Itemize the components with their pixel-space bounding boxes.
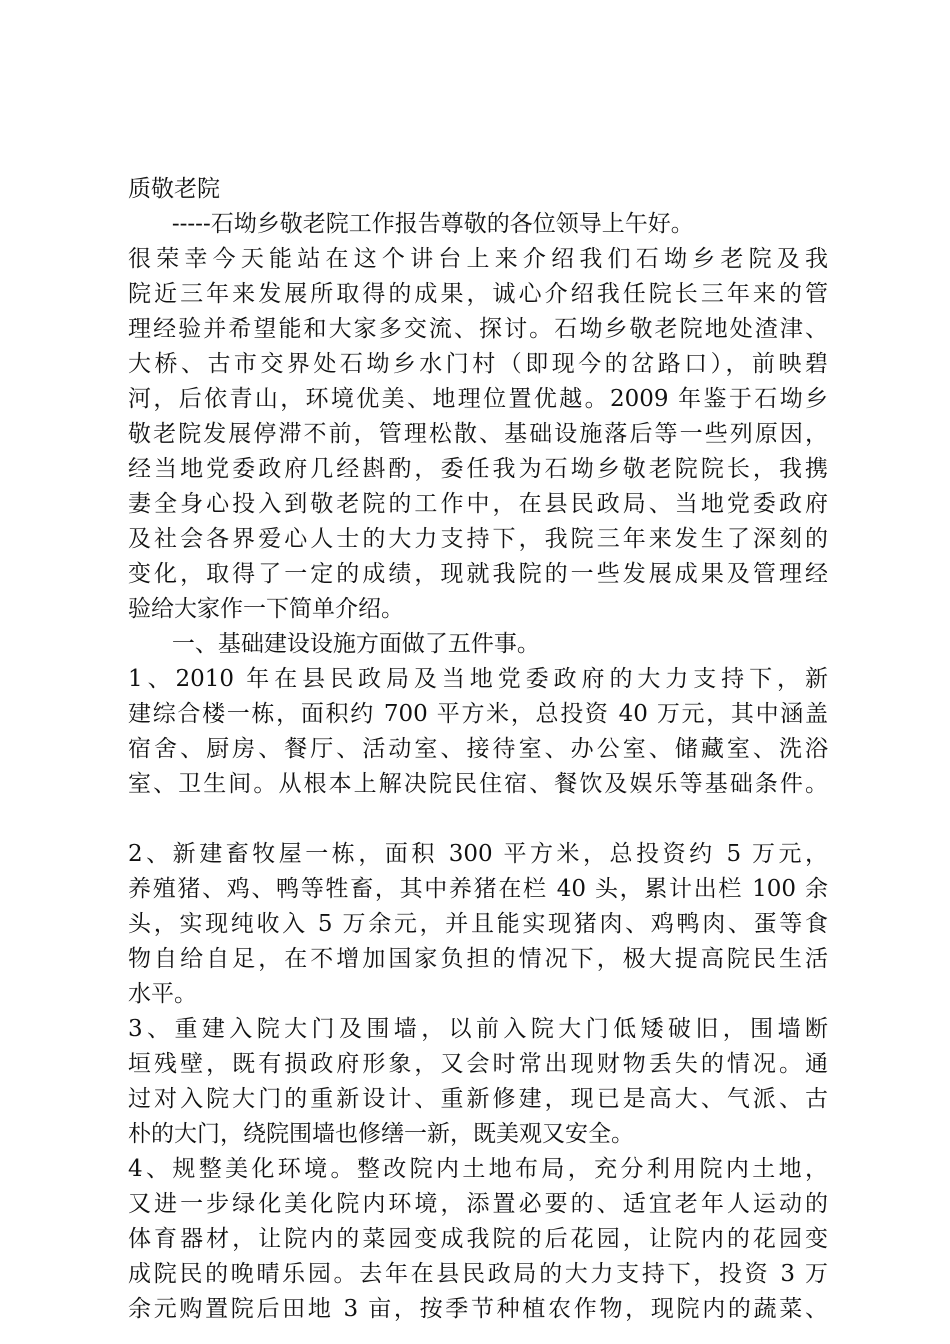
text-line: 养殖猪、鸡、鸭等牲畜，其中养猪在栏 40 头，累计出栏 100 余	[128, 876, 828, 902]
text-line: 3、重建入院大门及围墙，以前入院大门低矮破旧，围墙断	[128, 1016, 828, 1042]
blank-line	[128, 802, 828, 837]
text-line: 又进一步绿化美化院内环境，添置必要的、适宜老年人运动的	[128, 1191, 828, 1217]
text-line: 物自给自足，在不增加国家负担的情况下，极大提高院民生活	[128, 946, 828, 972]
text-line: 质敬老院	[128, 176, 220, 202]
text-line: 头，实现纯收入 5 万余元，并且能实现猪肉、鸡鸭肉、蛋等食	[128, 911, 828, 937]
text-line: 宿舍、厨房、餐厅、活动室、接待室、办公室、储藏室、洗浴	[128, 736, 828, 762]
text-line: -----石坳乡敬老院工作报告尊敬的各位领导上午好。	[128, 211, 694, 237]
text-line: 一、基础建设设施方面做了五件事。	[128, 631, 540, 657]
text-line: 验给大家作一下简单介绍。	[128, 596, 404, 622]
text-line: 敬老院发展停滞不前，管理松散、基础设施落后等一些列原因，	[128, 421, 828, 447]
text-line: 理经验并希望能和大家多交流、探讨。石坳乡敬老院地处渣津、	[128, 316, 828, 342]
text-line: 2、新建畜牧屋一栋，面积 300 平方米，总投资约 5 万元，	[128, 841, 828, 867]
text-line: 过对入院大门的重新设计、重新修建，现已是高大、气派、古	[128, 1086, 828, 1112]
text-line: 1、2010 年在县民政局及当地党委政府的大力支持下，新	[128, 666, 828, 692]
text-line: 室、卫生间。从根本上解决院民住宿、餐饮及娱乐等基础条件。	[128, 771, 828, 797]
text-line: 建综合楼一栋，面积约 700 平方米，总投资 40 万元，其中涵盖	[128, 701, 828, 727]
text-line: 水平。	[128, 981, 197, 1007]
text-line: 很荣幸今天能站在这个讲台上来介绍我们石坳乡老院及我	[128, 246, 828, 272]
text-line: 体育器材，让院内的菜园变成我院的后花园，让院内的花园变	[128, 1226, 828, 1252]
text-line: 4、规整美化环境。整改院内土地布局，充分利用院内土地，	[128, 1156, 828, 1182]
text-line: 河，后依青山，环境优美、地理位置优越。2009 年鉴于石坳乡	[128, 386, 828, 412]
text-line: 院近三年来发展所取得的成果，诚心介绍我任院长三年来的管	[128, 281, 828, 307]
text-line: 妻全身心投入到敬老院的工作中，在县民政局、当地党委政府	[128, 491, 828, 517]
report-body	[128, 172, 828, 1327]
text-line: 朴的大门，绕院围墙也修缮一新，既美观又安全。	[128, 1121, 634, 1147]
text-line: 大桥、古市交界处石坳乡水门村（即现今的岔路口），前映碧	[128, 351, 828, 377]
text-line: 垣残壁，既有损政府形象，又会时常出现财物丢失的情况。通	[128, 1051, 828, 1077]
text-line: 变化，取得了一定的成绩，现就我院的一些发展成果及管理经	[128, 561, 828, 587]
text-line: 及社会各界爱心人士的大力支持下，我院三年来发生了深刻的	[128, 526, 828, 552]
text-line: 经当地党委政府几经斟酌，委任我为石坳乡敬老院院长，我携	[128, 456, 828, 482]
text-line: 余元购置院后田地 3 亩，按季节种植农作物，现院内的蔬菜、	[128, 1296, 828, 1322]
text-line: 成院民的晚晴乐园。去年在县民政局的大力支持下，投资 3 万	[128, 1261, 828, 1287]
